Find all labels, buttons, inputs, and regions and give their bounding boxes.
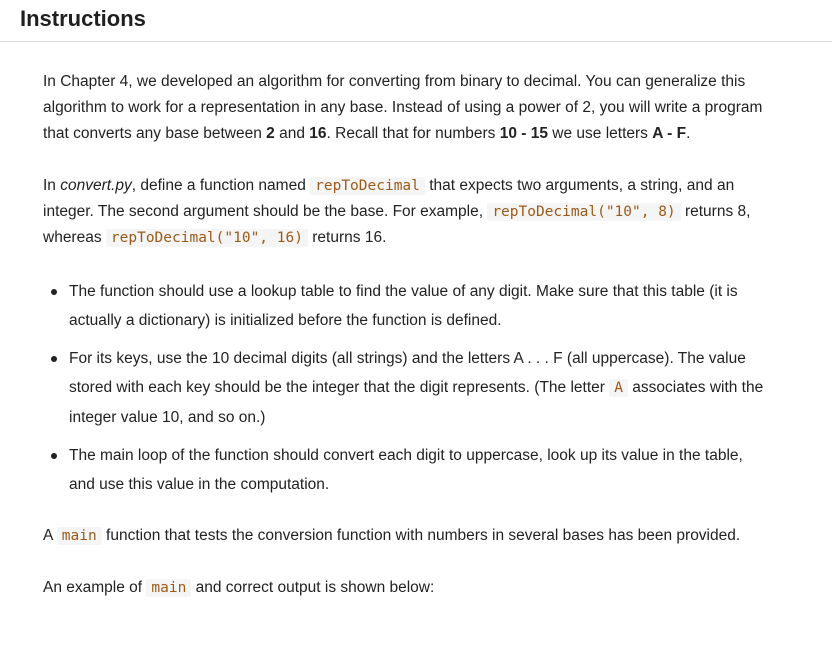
- example-paragraph: [43, 575, 772, 601]
- function-name-code: repToDecimal: [310, 177, 425, 195]
- example-call-code: repToDecimal("10", 16): [106, 229, 308, 247]
- base-max: 16: [309, 125, 327, 142]
- file-name: convert.py: [60, 177, 132, 194]
- main-text: A: [43, 527, 57, 544]
- page-title: Instructions: [20, 6, 146, 31]
- instructions-content: [0, 42, 832, 601]
- example-text: An example of: [43, 579, 147, 596]
- main-code: main: [146, 579, 191, 597]
- instructions-header: [0, 0, 832, 42]
- letter-code: A: [609, 379, 628, 397]
- function-text: , define a function named: [131, 177, 311, 194]
- letter-range: A - F: [652, 125, 687, 142]
- function-text: that expects two arguments, a string, and an integer. The second argument should be the base. For example,: [43, 177, 735, 220]
- base-min: 2: [266, 125, 275, 142]
- main-text: function that tests the conversion function with numbers in several bases has been provided.: [101, 527, 741, 544]
- requirements-list: [43, 277, 772, 499]
- example-text: and correct output is shown below:: [191, 579, 435, 596]
- list-item-text: The function should use a lookup table to find the value of any digit. Make sure that this table (it is actually a dictionary) is initialized before the function is defined.: [69, 283, 738, 329]
- list-item: [69, 344, 772, 432]
- intro-text: .: [686, 125, 691, 142]
- function-text: returns 8, whereas: [43, 203, 751, 246]
- intro-text: we use letters: [547, 125, 653, 142]
- main-code: main: [57, 527, 102, 545]
- intro-paragraph: [43, 69, 772, 147]
- function-text: returns 16.: [307, 229, 387, 246]
- intro-text: . Recall that for numbers: [326, 125, 500, 142]
- list-item-text: associates with the integer value 10, and so on.): [69, 379, 764, 426]
- number-range: 10 - 15: [499, 125, 548, 142]
- list-item: [69, 441, 772, 499]
- intro-text: In Chapter 4, we developed an algorithm for converting from binary to decimal. You can generalize this algorithm to work for a representation in any base. Instead of using a power of 2, you will write a program that converts any base between: [43, 73, 763, 142]
- function-paragraph: [43, 173, 772, 251]
- intro-text: and: [274, 125, 310, 142]
- list-item: [69, 277, 772, 335]
- example-call-code: repToDecimal("10", 8): [487, 203, 680, 221]
- main-paragraph: [43, 523, 772, 549]
- function-text: In: [43, 177, 61, 194]
- list-item-text: The main loop of the function should convert each digit to uppercase, look up its value in the table, and use this value in the computation.: [69, 447, 743, 493]
- list-item-text: For its keys, use the 10 decimal digits (all strings) and the letters A . . . F (all uppercase). The value stored with each key should be the integer that the digit represents. (The letter: [69, 350, 746, 396]
